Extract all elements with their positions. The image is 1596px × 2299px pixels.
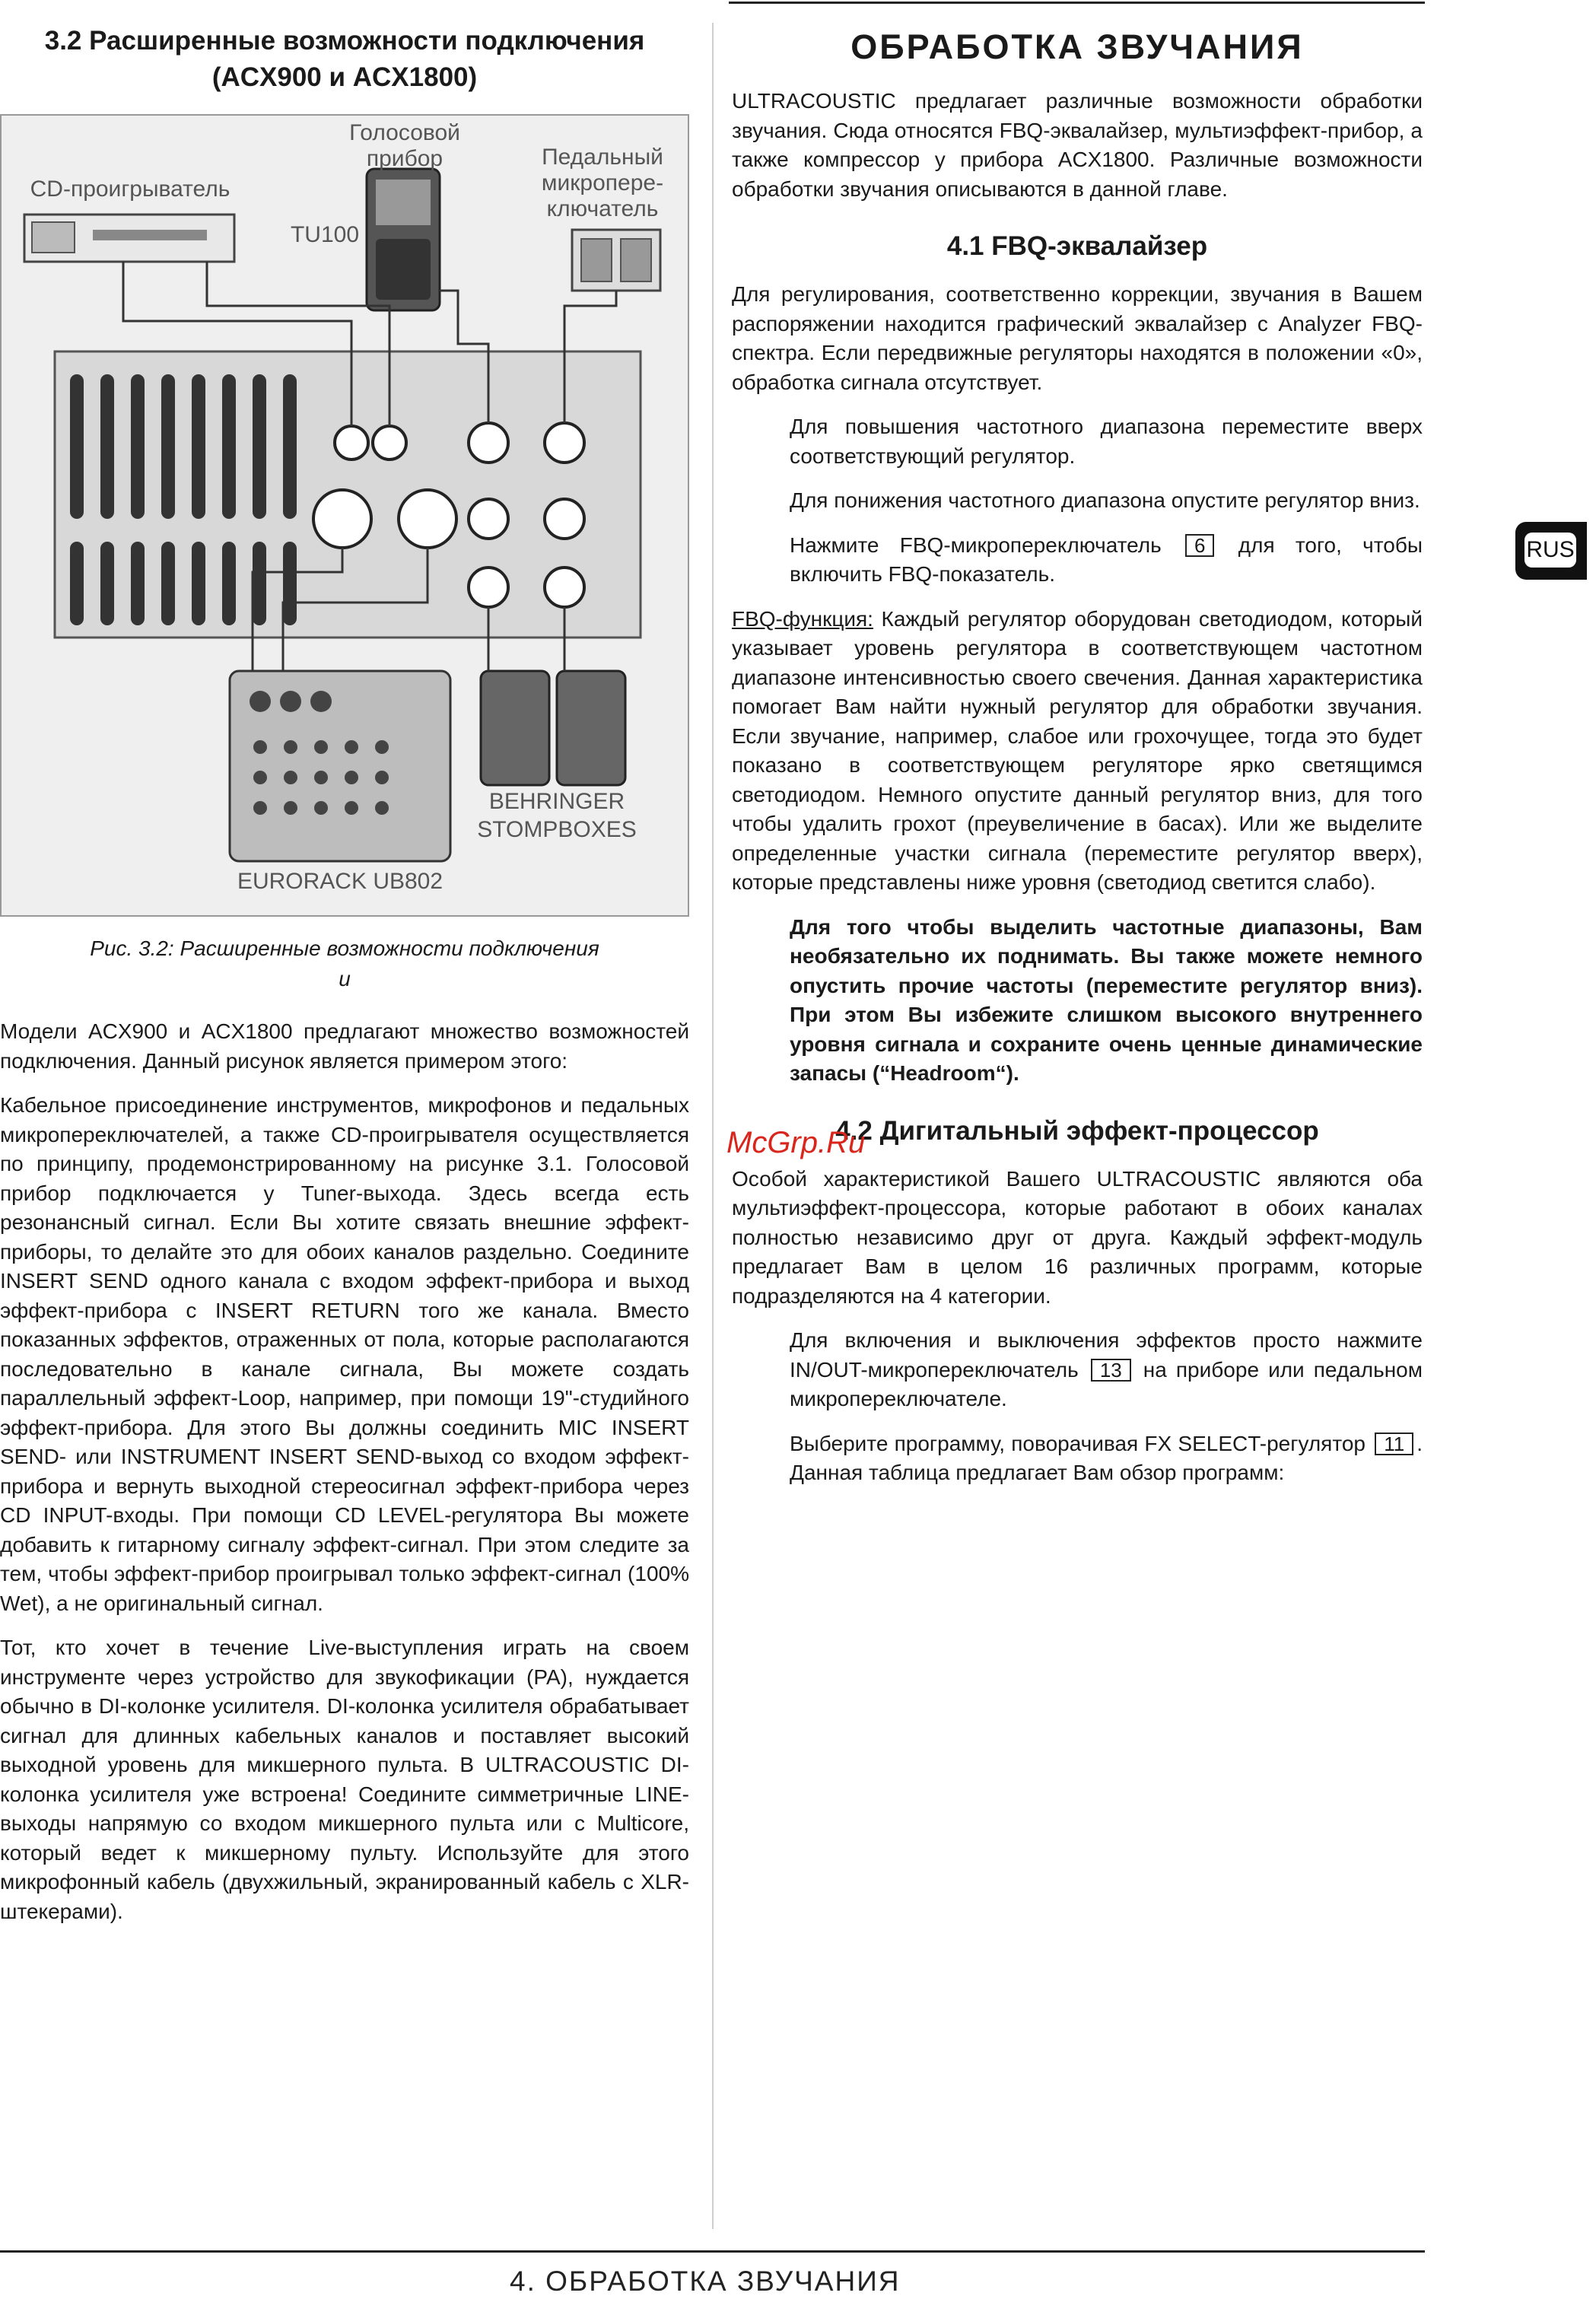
label-cd-player: CD-проигрыватель [30, 176, 230, 202]
fx-instruction-select: Выберите программу, поворачивая FX SELECT-регулятор 11 . Данная таблица предлагает Вам обзор программ: [790, 1431, 1423, 1484]
fx-paragraph-1: Особой характеристикой Вашего ULTRACOUSTIC являются оба мультиэффект-процессора, которые работают в обоих каналах полностью независимо друг от друга. Каждый эффект-модуль предлагает Вам в целом 16 различных программ, которые подразделяются на 4 категории. [732, 1166, 1423, 1308]
section-title-4-1: 4.1 FBQ-эквалайзер [946, 231, 1208, 261]
fbq-function-label: FBQ-функция: [732, 606, 873, 631]
left-paragraph-3: Тот, кто хочет в течение Live-выступления играть на своем инструменте через устройство для звукофикации (PA), нуждается обычно в DI-колонке усилителя. DI-колонка усилителя обрабатывает сигнал для длинных кабельных каналов и поставляет высокий выходной уровень для микшерного пульта. В ULTRACOUSTIC DI-колонка усилителя уже встроена! Соедините симметричные LINE-выходы напрямую со входом микшерного пульта или с Multicore, который ведет к микшерному пульту. Используйте для этого микрофонный кабель (двухжильный, экранированный кабель с XLR-штекерами). [0, 1636, 689, 1923]
fbq-instruction-switch: Нажмите FBQ-микропереключатель 6 для того, чтобы включить FBQ-показатель. [790, 533, 1423, 586]
fbq-note: Для того чтобы выделить частотные диапазоны, Вам необязательно их поднимать. Вы также можете немного опустить прочие частоты (переместите регулятор вниз). При этом Вы избежите слишком высокого внутреннего уровня сигнала и сохраните очень ценные динамические запасы (“Headroom“). [790, 914, 1423, 1085]
label-stompboxes: STOMPBOXES [477, 817, 637, 842]
stompbox-2-shape [557, 671, 625, 785]
control-ref-13: 13 [1091, 1359, 1131, 1382]
stompbox-1-shape [481, 671, 549, 785]
right-column [732, 23, 1423, 1503]
label-pedal-switch: Педальный микропере-ключатель [541, 145, 664, 221]
language-tab [1515, 522, 1587, 580]
left-paragraph-1: Модели ACX900 и ACX1800 предлагают множество возможностей подключения. Данный рисунок является примером этого: [0, 1019, 689, 1073]
fbq-instruction-raise: Для повышения частотного диапазона переместите вверх соответствующий регулятор. [790, 415, 1423, 468]
bottom-rule [0, 2250, 1425, 2253]
column-divider [712, 23, 714, 2229]
fx-instruction-inout: Для включения и выключения эффектов просто нажмите IN/OUT-микропереключатель 13 на приборе или педальном микропереключателе. [790, 1328, 1423, 1410]
section-title-4-2: 4.2 Дигитальный эффект-процессор [835, 1115, 1319, 1146]
fbq-paragraph-1: Для регулирования, соответственно коррекции, звучания в Вашем распоряжении находится графический эквалайзер с Analyzer FBQ-спектра. Если передвижные регуляторы находятся в положении «0», обработка сигнала отсутствует. [732, 282, 1423, 394]
chapter-title: ОБРАБОТКА ЗВУЧАНИЯ [850, 27, 1304, 66]
language-tab-label: RUS [1524, 533, 1576, 568]
page-footer: 4. ОБРАБОТКА ЗВУЧАНИЯ [510, 2266, 901, 2297]
left-paragraph-2: Кабельное присоединение инструментов, микрофонов и педальных микропереключателей, а также CD-проигрывателя осуществляется по принципу, продемонстрированному на рисунке 3.1. Голосовой прибор подключается у Tuner-выхода. Здесь всегда есть резонансный сигнал. Если Вы хотите связать внешние эффект-приборы, то делайте это для обоих каналов раздельно. Соедините INSERT SEND одного канала с входом эффект-прибора и выход эффект-прибора с INSERT RETURN того же канала. Вместо показанных эффектов, отраженных от пола, которые располагаются последовательно в канале сигнала, Вы можете создать параллельный эффект-Loop, например, при помощи 19"-студийного эффект-прибора. Для этого Вы должны соединить MIC INSERT SEND- или INSTRUMENT INSERT SEND-выход со входом эффект-прибора и вернуть выходной стереосигнал эффект-прибора через CD INPUT-входы. При помощи CD LEVEL-регулятора Вы можете добавить к гитарному сигналу эффект-сигнал. При этом следите за тем, чтобы эффект-прибор проигрывал только эффект-сигнал (100% Wet), а не оригинальный сигнал. [0, 1093, 689, 1615]
label-voice-processor: Голосовой прибор [349, 120, 460, 171]
control-ref-11: 11 [1375, 1433, 1413, 1455]
connection-diagram [0, 114, 689, 917]
watermark: McGrp.Ru [726, 1126, 866, 1159]
label-stompboxes-brand: BEHRINGER [488, 789, 625, 814]
label-tuner: TU100 [290, 222, 360, 247]
label-mixer: EURORACK UB802 [237, 869, 444, 894]
figure-caption: Рис. 3.2: Расширенные возможности подключения и [90, 936, 599, 991]
top-rule [729, 2, 1425, 4]
control-ref-6: 6 [1185, 534, 1214, 557]
fbq-function-paragraph: FBQ-функция: Каждый регулятор оборудован светодиодом, который указывает уровень регулятора в соответствующем частотном диапазоне интенсивностью своего свечения. Данная характеристика помогает Вам найти нужный регулятор для обработки звучания. Если звучание, например, слабое или грохочущее, тогда это будет показано в соответствующем регуляторе ярко светящимся светодиодом. Немного опустите данный регулятор вниз, для того чтобы удалить грохот (преувеличение в басах). Или же выделите определенные участки сигнала (переместите регулятор вверх), которые представлены ниже уровня (светодиод светится слабо). [732, 606, 1423, 894]
section-title-3-2: 3.2 Расширенные возможности подключения (ACX900 и ACX1800) [44, 26, 645, 92]
left-column [0, 23, 689, 1941]
fbq-instruction-lower: Для понижения частотного диапазона опустите регулятор вниз. [790, 488, 1420, 512]
chapter-intro: ULTRACOUSTIC предлагает различные возможности обработки звучания. Сюда относятся FBQ-эквалайзер, мультиэффект-прибор, а также компрессор у прибора ACX1800. Различные возможности обработки звучания описываются в данной главе. [732, 89, 1423, 201]
